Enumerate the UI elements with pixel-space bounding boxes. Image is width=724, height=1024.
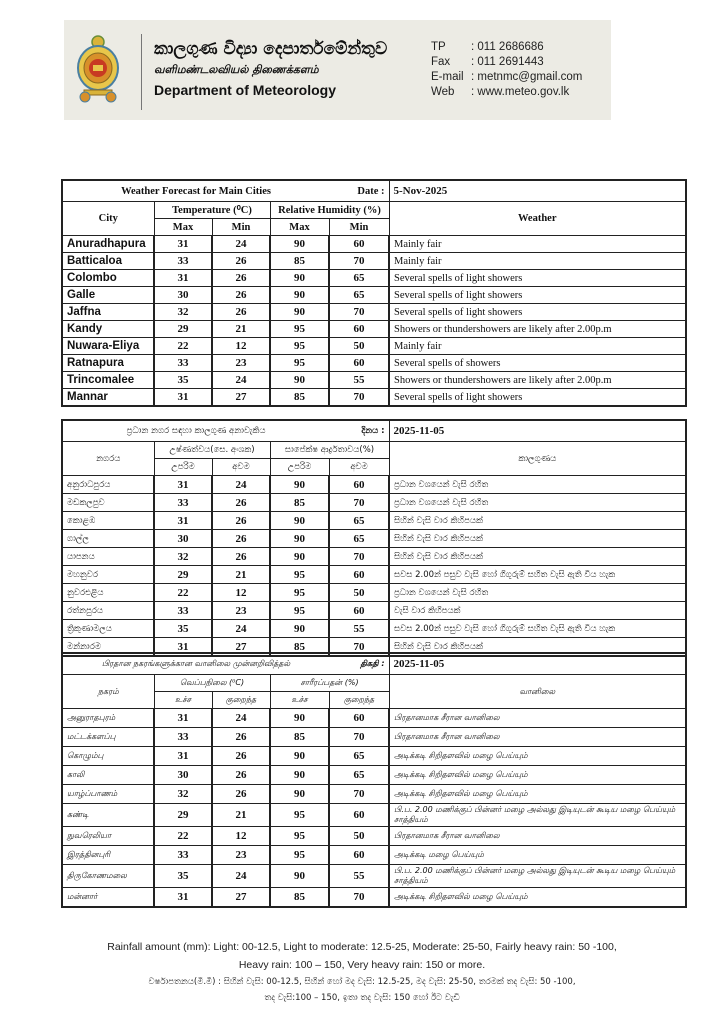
value-rhmax: 90 — [270, 304, 329, 321]
value-rhmax: 90 — [270, 530, 329, 548]
rainfall-legend-line: Rainfall amount (mm): Light: 00-12.5, Light to moderate: 12.5-25, Moderate: 25-50, Fairly heavy rain: 50 -100, — [107, 941, 617, 953]
header-humidity: සාපේක්ෂ ආර්ද්‍රතාවය(%) — [270, 442, 389, 459]
header-rh-max: උපරිම — [270, 459, 329, 476]
contact-label: TP — [431, 41, 446, 53]
value-rhmax: 85 — [270, 728, 329, 747]
weather-description: ප්‍රධාන වශයෙන් වැසි රහිත — [389, 476, 686, 494]
value-tmin: 21 — [212, 321, 270, 338]
contact-fax: : 011 2691443 — [471, 56, 544, 68]
table-row — [62, 584, 686, 602]
header-humidity: Relative Humidity (%) — [270, 202, 389, 219]
value-tmax: 29 — [154, 321, 212, 338]
value-tmax: 35 — [154, 620, 212, 638]
value-tmin: 26 — [212, 512, 270, 530]
city-name: කොළඹ — [62, 512, 154, 530]
value-rhmax: 95 — [270, 584, 329, 602]
date-label: திகதி : — [329, 653, 389, 675]
table-row — [62, 270, 686, 287]
letterhead-divider — [141, 34, 142, 110]
contact-label: Web — [431, 86, 455, 98]
city-name: அனுராதபுரம் — [62, 709, 154, 728]
header-temp-min: අවම — [212, 459, 270, 476]
city-name: මඩකලපුව — [62, 494, 154, 512]
table-row — [62, 846, 686, 865]
date-label: Date : — [329, 180, 389, 202]
table-title-row — [62, 653, 686, 675]
table-title: பிரதான நகரங்களுக்கான வானிலை முன்னறிவித்தல் — [62, 653, 329, 675]
rainfall-legend-line: තද වැසි:100 – 150, ඉතා තද වැසි: 150 හෝ ඊට වැඩි — [264, 993, 460, 1003]
value-tmin: 26 — [212, 530, 270, 548]
value-tmin: 26 — [212, 785, 270, 804]
city-name: Galle — [62, 287, 154, 304]
value-tmax: 22 — [154, 338, 212, 355]
table-row — [62, 304, 686, 321]
value-rhmin: 55 — [329, 372, 389, 389]
table-title-row — [62, 420, 686, 442]
weather-description: அடிக்கடி சிறிதளவில் மழை பெய்யும் — [389, 766, 686, 785]
value-tmin: 26 — [212, 747, 270, 766]
city-name: මන්නාරම — [62, 638, 154, 657]
city-name: Anuradhapura — [62, 236, 154, 253]
contact-info — [431, 40, 582, 100]
value-rhmin: 60 — [329, 804, 389, 827]
header-weather: Weather — [389, 202, 686, 236]
table-row — [62, 785, 686, 804]
header-temp-max: Max — [154, 219, 212, 236]
value-rhmin: 50 — [329, 338, 389, 355]
header-rh-max: உச்ச — [270, 692, 329, 709]
value-rhmax: 95 — [270, 355, 329, 372]
city-name: නුවරඑළිය — [62, 584, 154, 602]
value-tmin: 26 — [212, 270, 270, 287]
table-row — [62, 236, 686, 253]
rainfall-legend-line: Heavy rain: 100 – 150, Very heavy rain: 150 or more. — [238, 959, 486, 971]
value-rhmin: 70 — [329, 304, 389, 321]
table-title: ප්‍රධාන නගර සඳහා කාලගුණ අනාවැකිය — [62, 420, 329, 442]
value-rhmin: 65 — [329, 530, 389, 548]
value-tmin: 26 — [212, 728, 270, 747]
value-tmin: 26 — [212, 304, 270, 321]
weather-description: Several spells of showers — [389, 355, 686, 372]
value-rhmin: 60 — [329, 355, 389, 372]
weather-description: Showers or thundershowers are likely after 2.00p.m — [389, 321, 686, 338]
table-row — [62, 355, 686, 372]
table-row — [62, 476, 686, 494]
weather-description: සිහින් වැසි වාර කිහිපයක් — [389, 638, 686, 657]
value-rhmax: 85 — [270, 494, 329, 512]
city-name: අනුරාධපුරය — [62, 476, 154, 494]
weather-description: වැසි වාර කිහිපයක් — [389, 602, 686, 620]
header-rh-min: குறைந்த — [329, 692, 389, 709]
table-row — [62, 827, 686, 846]
weather-description: සිහින් වැසි වාර කිහිපයක් — [389, 512, 686, 530]
table-row — [62, 287, 686, 304]
table-title-row — [62, 180, 686, 202]
value-rhmin: 60 — [329, 709, 389, 728]
value-rhmin: 70 — [329, 638, 389, 657]
value-tmin: 24 — [212, 372, 270, 389]
value-rhmax: 90 — [270, 766, 329, 785]
rainfall-legend-line: වර්ෂාපතනය(මි.මී) : සිහින් වැසි: 00-12.5, සිහින් හෝ මද වැසි: 12.5-25, මද වැසි: 25-50, තරමක් තද වැසි: 50 -100, — [148, 977, 576, 987]
value-rhmin: 60 — [329, 476, 389, 494]
table-row — [62, 372, 686, 389]
weather-description: பிரதானமாக சீரான வானிலை — [389, 728, 686, 747]
table-row — [62, 888, 686, 908]
value-rhmax: 95 — [270, 602, 329, 620]
value-rhmin: 50 — [329, 827, 389, 846]
value-rhmax: 95 — [270, 827, 329, 846]
weather-description: සවස 2.00න් පසුව වැසි හෝ ගිගුරුම් සහිත වැසි ඇති විය හැක — [389, 566, 686, 584]
value-tmin: 12 — [212, 827, 270, 846]
header-city: නගරය — [62, 442, 154, 476]
value-tmax: 33 — [154, 494, 212, 512]
value-rhmax: 90 — [270, 747, 329, 766]
value-tmax: 31 — [154, 709, 212, 728]
value-rhmax: 90 — [270, 620, 329, 638]
value-rhmax: 95 — [270, 804, 329, 827]
city-name: මහනුවර — [62, 566, 154, 584]
table-row — [62, 494, 686, 512]
table-header-row — [62, 675, 686, 692]
city-name: Colombo — [62, 270, 154, 287]
value-rhmin: 70 — [329, 888, 389, 908]
weather-description: සවස 2.00න් පසුව වැසි හෝ ගිගුරුම් සහිත වැසි ඇති විය හැක — [389, 620, 686, 638]
contact-email[interactable]: : metnmc@gmail.com — [471, 71, 583, 83]
value-tmax: 32 — [154, 785, 212, 804]
date-label: දිනය : — [329, 420, 389, 442]
value-tmax: 33 — [154, 728, 212, 747]
value-tmax: 35 — [154, 865, 212, 888]
forecast-table-sinhala — [61, 419, 687, 657]
department-name-tamil: வளிமண்டலவியல் திணைக்களம் — [154, 63, 319, 76]
value-rhmax: 85 — [270, 638, 329, 657]
value-tmin: 23 — [212, 602, 270, 620]
weather-description: அடிக்கடி சிறிதளவில் மழை பெய்யும் — [389, 747, 686, 766]
value-rhmax: 85 — [270, 888, 329, 908]
city-name: கண்டி — [62, 804, 154, 827]
value-rhmin: 65 — [329, 270, 389, 287]
weather-description: ප්‍රධාන වශයෙන් වැසි රහිත — [389, 584, 686, 602]
department-name-sinhala: කාලගුණ විද්‍යා දෙපාර්තමේන්තුව — [154, 39, 388, 59]
header-temperature: Temperature (⁰C) — [154, 202, 270, 219]
weather-description: பிரதானமாக சீரான வானிலை — [389, 709, 686, 728]
value-rhmax: 90 — [270, 865, 329, 888]
header-city: City — [62, 202, 154, 236]
value-rhmin: 60 — [329, 236, 389, 253]
value-tmin: 12 — [212, 584, 270, 602]
value-tmin: 26 — [212, 548, 270, 566]
value-tmax: 30 — [154, 530, 212, 548]
weather-description: Mainly fair — [389, 253, 686, 270]
value-rhmin: 65 — [329, 766, 389, 785]
table-row — [62, 253, 686, 270]
value-tmax: 30 — [154, 766, 212, 785]
value-tmax: 33 — [154, 602, 212, 620]
table-row — [62, 512, 686, 530]
contact-web[interactable]: : www.meteo.gov.lk — [471, 86, 570, 98]
forecast-date: 5-Nov-2025 — [389, 180, 686, 202]
weather-description: பிரதானமாக சீரான வானிலை — [389, 827, 686, 846]
value-tmax: 31 — [154, 747, 212, 766]
value-tmin: 24 — [212, 476, 270, 494]
contact-label: E-mail — [431, 71, 464, 83]
city-name: Kandy — [62, 321, 154, 338]
table-row — [62, 321, 686, 338]
value-rhmax: 85 — [270, 253, 329, 270]
value-tmin: 24 — [212, 236, 270, 253]
city-name: காலி — [62, 766, 154, 785]
value-rhmin: 70 — [329, 728, 389, 747]
value-tmin: 27 — [212, 638, 270, 657]
value-rhmax: 90 — [270, 785, 329, 804]
table-row — [62, 728, 686, 747]
value-rhmin: 70 — [329, 548, 389, 566]
value-rhmax: 95 — [270, 338, 329, 355]
city-name: மட்டக்களப்பு — [62, 728, 154, 747]
weather-description: Several spells of light showers — [389, 304, 686, 321]
header-weather: කාලගුණය — [389, 442, 686, 476]
weather-description: அடிக்கடி சிறிதளவில் மழை பெய்யும் — [389, 785, 686, 804]
table-header-row — [62, 442, 686, 459]
value-tmin: 24 — [212, 865, 270, 888]
value-tmin: 21 — [212, 566, 270, 584]
city-name: Nuwara-Eliya — [62, 338, 154, 355]
table-row — [62, 747, 686, 766]
value-rhmax: 85 — [270, 389, 329, 407]
header-temp-max: උපරිම — [154, 459, 212, 476]
value-rhmax: 90 — [270, 287, 329, 304]
value-rhmin: 65 — [329, 512, 389, 530]
value-tmax: 29 — [154, 566, 212, 584]
value-tmax: 31 — [154, 512, 212, 530]
sri-lanka-emblem-icon — [74, 32, 122, 104]
weather-description: Mainly fair — [389, 236, 686, 253]
table-row — [62, 766, 686, 785]
header-rh-max: Max — [270, 219, 329, 236]
rainfall-legend-english — [60, 938, 664, 974]
value-rhmax: 90 — [270, 372, 329, 389]
value-tmin: 26 — [212, 766, 270, 785]
weather-description: அடிக்கடி மழை பெய்யும் — [389, 846, 686, 865]
value-rhmin: 55 — [329, 620, 389, 638]
forecast-date: 2025-11-05 — [389, 653, 686, 675]
value-tmax: 31 — [154, 270, 212, 287]
value-rhmax: 90 — [270, 236, 329, 253]
value-tmax: 31 — [154, 476, 212, 494]
city-name: நுவரெலியா — [62, 827, 154, 846]
value-tmin: 27 — [212, 389, 270, 407]
value-rhmin: 60 — [329, 566, 389, 584]
value-tmax: 31 — [154, 888, 212, 908]
header-temperature: வெப்பநிலை (⁰C) — [154, 675, 270, 692]
weather-description: සිහින් වැසි වාර කිහිපයක් — [389, 548, 686, 566]
city-name: ගාල්ල — [62, 530, 154, 548]
value-tmax: 31 — [154, 638, 212, 657]
city-name: Mannar — [62, 389, 154, 407]
contact-phone: : 011 2686686 — [471, 41, 544, 53]
value-rhmax: 95 — [270, 846, 329, 865]
value-tmax: 33 — [154, 846, 212, 865]
value-tmax: 29 — [154, 804, 212, 827]
table-title: Weather Forecast for Main Cities — [62, 180, 329, 202]
value-tmin: 12 — [212, 338, 270, 355]
value-rhmax: 90 — [270, 270, 329, 287]
city-name: யாழ்ப்பாணம் — [62, 785, 154, 804]
value-rhmax: 95 — [270, 321, 329, 338]
contact-label: Fax — [431, 56, 451, 68]
value-tmax: 32 — [154, 304, 212, 321]
value-tmin: 23 — [212, 355, 270, 372]
header-temp-max: உச்ச — [154, 692, 212, 709]
value-tmin: 27 — [212, 888, 270, 908]
table-row — [62, 338, 686, 355]
weather-description: Several spells of light showers — [389, 270, 686, 287]
table-row — [62, 620, 686, 638]
value-tmin: 24 — [212, 620, 270, 638]
value-rhmin: 70 — [329, 253, 389, 270]
value-rhmax: 90 — [270, 512, 329, 530]
header-humidity: சாரீரப்பதன் (%) — [270, 675, 389, 692]
value-tmax: 33 — [154, 253, 212, 270]
weather-description: Several spells of light showers — [389, 389, 686, 407]
table-row — [62, 709, 686, 728]
weather-description: பி.ப. 2.00 மணிக்குப் பின்னர் மழை அல்லது இடியுடன் கூடிய மழை பெய்யும் சாத்தியம் — [389, 804, 686, 827]
value-rhmin: 60 — [329, 602, 389, 620]
value-rhmax: 95 — [270, 566, 329, 584]
table-row — [62, 389, 686, 407]
city-name: Ratnapura — [62, 355, 154, 372]
value-rhmin: 70 — [329, 494, 389, 512]
letterhead — [64, 20, 611, 120]
value-rhmin: 55 — [329, 865, 389, 888]
value-tmax: 31 — [154, 389, 212, 407]
header-rh-min: Min — [329, 219, 389, 236]
weather-description: Showers or thundershowers are likely after 2.00p.m — [389, 372, 686, 389]
value-rhmin: 70 — [329, 389, 389, 407]
value-rhmin: 65 — [329, 287, 389, 304]
city-name: ත්‍රිකුණාමලය — [62, 620, 154, 638]
value-tmin: 24 — [212, 709, 270, 728]
city-name: மன்னார் — [62, 888, 154, 908]
header-rh-min: අවම — [329, 459, 389, 476]
weather-description: பி.ப. 2.00 மணிக்குப் பின்னர் மழை அல்லது இடியுடன் கூடிய மழை பெய்யும் சாத்தியம் — [389, 865, 686, 888]
city-name: திருகோணமலை — [62, 865, 154, 888]
table-row — [62, 566, 686, 584]
city-name: கொழும்பு — [62, 747, 154, 766]
value-tmin: 23 — [212, 846, 270, 865]
city-name: இரத்தினபுரி — [62, 846, 154, 865]
table-row — [62, 530, 686, 548]
department-name-english: Department of Meteorology — [154, 82, 337, 98]
city-name: Jaffna — [62, 304, 154, 321]
rainfall-legend-sinhala — [60, 974, 664, 1006]
value-rhmin: 50 — [329, 584, 389, 602]
value-tmax: 30 — [154, 287, 212, 304]
city-name: Trincomalee — [62, 372, 154, 389]
header-weather: வானிலை — [389, 675, 686, 709]
weather-description: Several spells of light showers — [389, 287, 686, 304]
value-rhmin: 65 — [329, 747, 389, 766]
header-temperature: උෂ්ණත්වය(සෙ. අංශක) — [154, 442, 270, 459]
table-row — [62, 548, 686, 566]
value-rhmin: 60 — [329, 846, 389, 865]
table-header-row — [62, 202, 686, 219]
weather-description: සිහින් වැසි වාර කිහිපයක් — [389, 530, 686, 548]
city-name: යාපනය — [62, 548, 154, 566]
weather-description: Mainly fair — [389, 338, 686, 355]
forecast-table-tamil — [61, 652, 687, 908]
value-tmin: 26 — [212, 253, 270, 270]
value-rhmin: 60 — [329, 321, 389, 338]
value-tmin: 21 — [212, 804, 270, 827]
table-row — [62, 602, 686, 620]
value-tmax: 32 — [154, 548, 212, 566]
forecast-date: 2025-11-05 — [389, 420, 686, 442]
value-tmax: 31 — [154, 236, 212, 253]
value-tmin: 26 — [212, 494, 270, 512]
table-row — [62, 804, 686, 827]
value-tmin: 26 — [212, 287, 270, 304]
value-tmax: 33 — [154, 355, 212, 372]
city-name: Batticaloa — [62, 253, 154, 270]
value-rhmax: 90 — [270, 548, 329, 566]
header-temp-min: குறைந்த — [212, 692, 270, 709]
value-rhmax: 90 — [270, 709, 329, 728]
value-tmax: 35 — [154, 372, 212, 389]
weather-description: ප්‍රධාන වශයෙන් වැසි රහිත — [389, 494, 686, 512]
city-name: රත්නපුරය — [62, 602, 154, 620]
value-tmax: 22 — [154, 827, 212, 846]
table-row — [62, 865, 686, 888]
header-temp-min: Min — [212, 219, 270, 236]
weather-description: அடிக்கடி சிறிதளவில் மழை பெய்யும் — [389, 888, 686, 908]
forecast-table-english — [61, 179, 687, 407]
value-rhmin: 70 — [329, 785, 389, 804]
value-rhmax: 90 — [270, 476, 329, 494]
header-city: நகரம் — [62, 675, 154, 709]
value-tmax: 22 — [154, 584, 212, 602]
